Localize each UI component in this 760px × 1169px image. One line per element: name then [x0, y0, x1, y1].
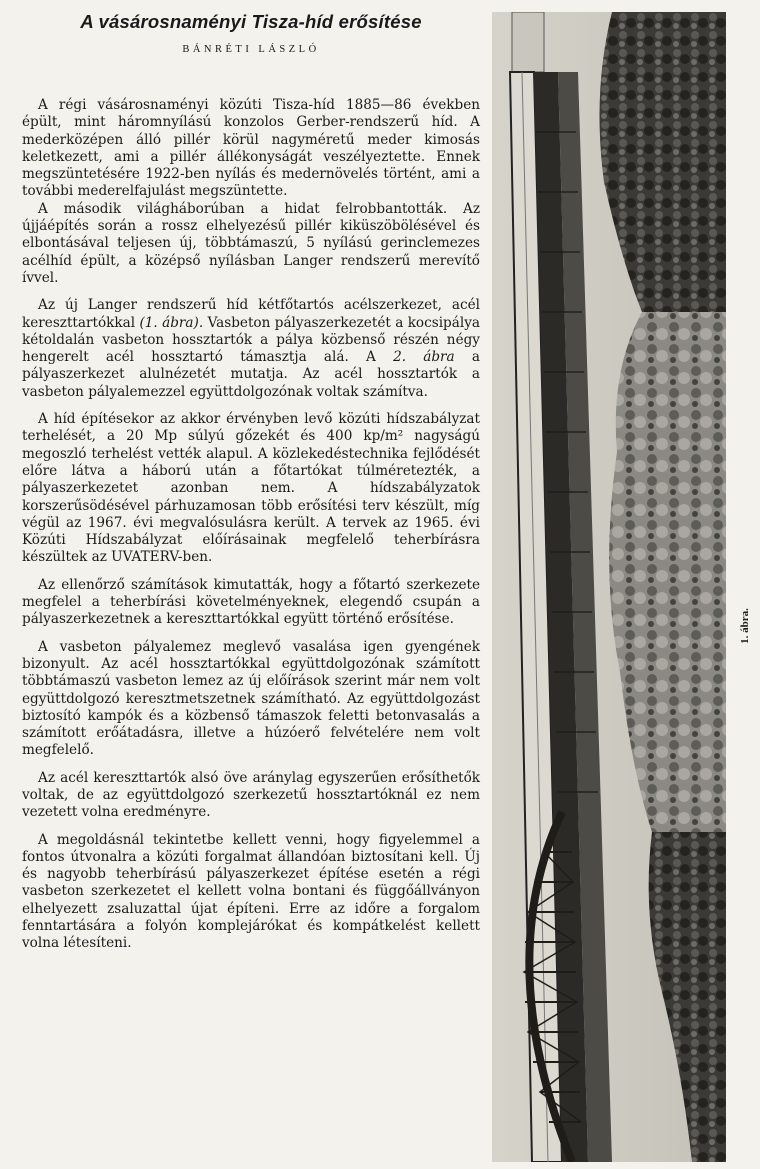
paragraph-4: A híd építésekor az akkor érvényben levő közúti hídszabályzat terhelését, a 20 Mp súlyú gőzekét és 400 kp/m² nagyságú megoszló terhelést vették alapul. A közlekedéstechnika fejlődését előre látva a háború után a főtartókat túlméretezték, a pályaszerkezetet azonban nem. A hídszabályzatok korszerűsödésével párhuzamosan több erősítési terv készült, míg végül az 1967. évi megvalósulásra került. A tervek az 1965. évi Közúti Hídszabályzat előírásainak megfelelő teherbírásra készültek az UVATERV-ben.: [22, 411, 480, 566]
paragraph-3-part-3: a pályaszerkezet alulnézetét mutatja. Az acél hossztartók a vasbeton pályalemezzel együttdolgozónak voltak számítva.: [22, 349, 481, 400]
paragraph-7: Az acél kereszttartók alsó öve aránylag egyszerűen erősíthetők voltak, de az együttdolgozó szerkezetű hossztartóknál ez nem vezetett volna eredményre.: [22, 769, 480, 821]
paragraph-3: [22, 297, 480, 401]
bridge-photo-drawing: [492, 12, 726, 1162]
figure-ref-1: (1. ábra).: [139, 314, 204, 331]
paragraph-8: A megoldásnál tekintetbe kellett venni, hogy figyelemmel a fontos útvonalra a közúti forgalmat állandóan biztosítani kell. Új és nagyobb teherbírású pályaszerkezet építése esetén a régi vasbeton szerkezetet el kellett volna bontani és függőállványon elhelyezett zsaluzattal újat építeni. Erre az időre a forgalom fenntartására a folyón komplejárókat és kompátkelést kellett volna létesíteni.: [22, 831, 480, 952]
bridge-pier: [512, 12, 544, 72]
paragraph-6: A vasbeton pályalemez meglevő vasalása igen gyengének bizonyult. Az acél hossztartókkal együttdolgozónak számított többtámaszú vasbeton lemez az új előírások szerint már nem volt együttdolgozó keresztmetszetnek számítható. Az együttdolgozást biztosító kampók és a közbenső támaszok feletti betonvasalás a számított erőátadásra, illetve a húzóerő felvételére nem volt megfelelő.: [22, 638, 480, 759]
paragraph-1: A régi vásárosnaményi közúti Tisza-híd 1885—86 években épült, mint háromnyílású konzolos Gerber-rendszerű híd. A mederközépen álló pillér körül nagyméretű meder kimosás keletkezett, ami a pillér állékonyságát veszélyeztette. Ennek megszüntetésére 1922-ben nyílás és medernövelés történt, ami a további mederelfajulást megszüntette.: [22, 97, 480, 200]
paragraph-2: A második világháborúban a hidat felrobbantották. Az újjáépítés során a rossz elhelyezésű pillér kiküszöbölésével és elbontásával teljesen új, többtámaszú, 5 nyílású gerinclemezes acélhíd épült, a középső nyílásban Langer rendszerű merevítő ívvel.: [22, 200, 480, 286]
paragraph-5: Az ellenőrző számítások kimutatták, hogy a főtartó szerkezete megfelel a teherbírási követelményeknek, elegendő csupán a pályaszerkezetnek a kereszttartókkal együtt történő erősítése.: [22, 576, 480, 628]
figure-caption: [730, 606, 760, 646]
article: [22, 10, 480, 953]
bridge-photo: [492, 12, 726, 1162]
figure-ref-2: 2. ábra: [393, 349, 455, 366]
paragraph-3-part-1: Az új Langer rendszerű híd kétfőtartós acélszerkezet, acél kereszttartókkal: [22, 297, 480, 331]
figure-caption-text: 1. ábra.: [739, 608, 751, 644]
paragraph-3-part-2: Vasbeton pályaszerkezetét a kocsipálya kétoldalán vasbeton hossztartók a pálya közbenső részén négy hengerelt acél hossztartó támasztja alá. A: [22, 314, 480, 366]
article-author: BÁNRÉTI LÁSZLÓ: [182, 44, 320, 55]
article-title: A vásárosnaményi Tisza-híd erősítése: [80, 11, 422, 32]
